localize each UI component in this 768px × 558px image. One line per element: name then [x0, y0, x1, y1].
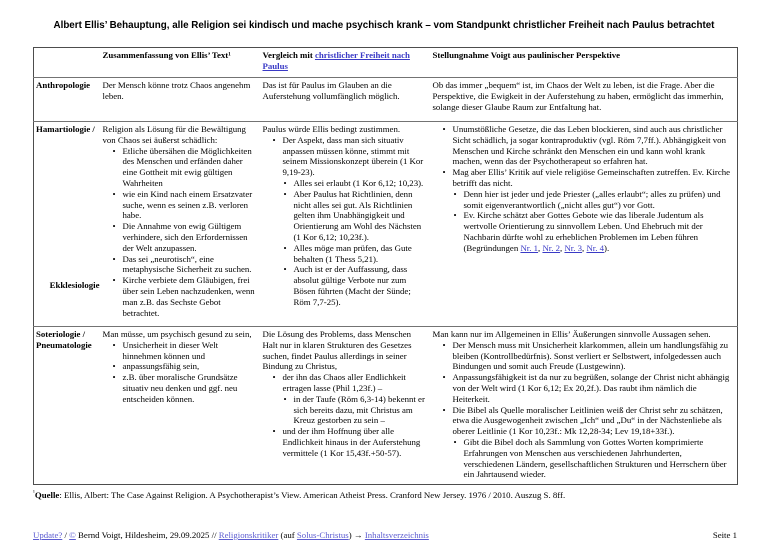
row-label-secondary: Ekklesiologie: [49, 280, 100, 290]
bullet-text: Unumstößliche Gesetze, die das Leben blockieren, sind auch aus christlicher Sicht schädlich, ja sogar kontraproduktiv (vgl. Röm 7,7ff.). Abhängigkeit von Menschen und Kirche schränkt den Menschen ein und kann wohl krank machen, wenn das der Psychotherapeut so erfahren hat.: [452, 124, 726, 167]
bullet-text: Anpassungsfähigkeit ist da nur zu begrüßen, solange der Christ nicht abhängig von der Welt wird (1 Kor 6,12; Ex 20,2f.). Das raubt ihm nämlich die Heiterkeit.: [452, 372, 730, 404]
footnote-text: : Ellis, Albert: The Case Against Religion. A Psychotherapist’s View. American Atheist Press. Cranford New Jersey. 1976 / 2010. Auszug S. 8ff.: [59, 490, 566, 500]
bullet-text: Unsicherheit in dieser Welt hinnehmen können und: [122, 339, 219, 361]
comparison-table-container: [33, 47, 737, 501]
cell-ellis: [101, 327, 261, 485]
inline-link[interactable]: Nr. 4: [586, 242, 605, 253]
bullet-text: wie ein Kind nach einem Ersatzvater suche, wenn es seinen z.B. verloren habe.: [122, 188, 253, 221]
bullet-item: [273, 372, 427, 394]
bullet-item: [443, 124, 734, 167]
table-row: [34, 327, 738, 485]
bullet-item: [284, 264, 427, 307]
cell-intro: Religion als Lösung für die Bewältigung von Chaos sei äußerst schädlich:: [102, 124, 246, 145]
bullet-item: [454, 189, 734, 211]
bullet-icon: •: [442, 372, 446, 383]
footnote: [33, 487, 737, 501]
inline-link[interactable]: Nr. 1: [520, 242, 539, 253]
bullet-item: [443, 167, 734, 189]
bullet-icon: •: [112, 275, 116, 286]
bullet-icon: •: [283, 393, 287, 404]
cell-intro: Die Lösung des Problems, dass Menschen Halt nur in klaren Strukturen des Gesetzes suchen, findet Paulus allerdings in seiner Bindung zu Christus,: [262, 329, 412, 372]
bullet-text: Auch ist er der Auffassung, dass absolut gültige Verbote nur zum Bösen führten (Macht der Sünde; Röm 7,7-25).: [293, 264, 411, 307]
bullet-item: [113, 146, 257, 189]
bullet-item: [113, 340, 257, 362]
row-label-cell: [34, 78, 101, 122]
bullet-icon: •: [112, 253, 116, 264]
bullet-text: und der ihm Hoffnung über alle Endlichkeit hinaus in der Auferstehung vermittele (1 Kor 15,43f.+50-57).: [282, 426, 421, 458]
comparison-table: [33, 47, 738, 485]
bullet-icon: •: [112, 188, 116, 199]
cell-intro: Der Mensch könne trotz Chaos angenehm leben.: [102, 80, 251, 101]
table-row: [34, 122, 738, 327]
bullet-text: Alles möge man prüfen, das Gute behalten (1 Thess 5,21).: [293, 242, 412, 264]
cell-intro: Das ist für Paulus im Glauben an die Auferstehung vollumfänglich möglich.: [262, 80, 400, 101]
cell-paulus: [261, 122, 431, 327]
cell-voigt: [431, 327, 738, 485]
bullet-text: Aber Paulus hat Richtlinien, denn nicht alles sei gut. Als Richtlinien gelten ihm Unabhängigkeit und Orientierung am Wohl des Nächsten (1 Kor 6,12; 10,23f.).: [293, 188, 422, 242]
bullet-icon: •: [453, 188, 457, 199]
footnote-marker: ¹: [33, 489, 35, 496]
cell-intro: Ob das immer „bequem“ ist, im Chaos der Welt zu leben, ist die Frage. Aber die Perspektive, die Ewigkeit in der Auferstehung zu haben, ermöglicht das immerhin, solange dieser Glaube Raum zur Entfaltung hat.: [432, 80, 724, 112]
cell-paulus: [261, 327, 431, 485]
row-label: Anthropologie: [36, 80, 91, 90]
bullet-icon: •: [442, 404, 446, 415]
bullet-text: anpassungsfähig sein,: [122, 361, 200, 372]
document-title: Albert Ellis’ Behauptung, alle Religion sei kindisch und mache psychisch krank – vom Standpunkt christlicher Freiheit nach Paulus betrachtet: [53, 20, 715, 31]
bullet-icon: •: [283, 264, 287, 275]
bullet-text: Mag aber Ellis’ Kritik auf viele religiöse Gemeinschaften zutreffen. Ev. Kirche betrifft das nicht.: [452, 167, 731, 188]
bullet-item: [454, 210, 734, 253]
bullet-text: Alles sei erlaubt (1 Kor 6,12; 10,23).: [293, 177, 424, 188]
bullet-icon: •: [112, 145, 116, 156]
footer-links: Update? / © Bernd Voigt, Hildesheim, 29.09.2025 // Religionskritiker (auf Solus-Christus) → Inhaltsverzeichnis: [33, 530, 429, 540]
header-cell-0: [34, 48, 101, 78]
bullet-item: [443, 405, 734, 437]
cell-voigt: [431, 78, 738, 122]
bullet-text: Das sei „neurotisch“, eine metaphysische Sicherheit zu suchen.: [122, 253, 252, 275]
bullet-icon: •: [442, 167, 446, 178]
header-cell-1: Zusammenfassung von Ellis’ Text¹: [102, 50, 231, 60]
bullet-text: Gibt die Bibel doch als Sammlung von Gottes Worten komprimierte Erfahrungen von Menschen aus verschiedenen Jahrhunderten, verschiedenen Ländern, gesellschaftlichen Strukturen und Herrschern über ein Jahrtausend wieder.: [463, 436, 727, 480]
cell-voigt: [431, 122, 738, 327]
bullet-item: [113, 361, 257, 372]
bullet-item: [284, 178, 427, 189]
bullet-item: [284, 189, 427, 243]
bullet-icon: •: [442, 339, 446, 350]
bullet-icon: •: [272, 134, 276, 145]
cell-intro: Man kann nur im Allgemeinen in Ellis’ Äußerungen sinnvolle Aussagen sehen.: [432, 329, 711, 339]
bullet-item: [113, 372, 257, 404]
bullet-text: Ev. Kirche schätzt aber Gottes Gebote wie das liberale Judentum als wertvolle Orientierung zu sinnvollem Leben. Und Ehebruch mit der Nachbarin dürfte wohl zu erheblichen Problemen im Leben führen (Begründungen Nr. 1, Nr. 2, Nr. 3, Nr. 4).: [463, 210, 704, 253]
bullet-icon: •: [112, 372, 116, 383]
row-label: Hamartiologie /: [36, 124, 95, 134]
bullet-text: der ihn das Chaos aller Endlichkeit ertragen lasse (Phil 1,23f.) –: [282, 372, 406, 393]
table-header-row: [34, 48, 738, 78]
bullet-text: Etliche übersähen die Möglichkeiten des Menschen und erfänden daher eine Gottheit mit ewig gültigen Wahrheiten: [122, 145, 252, 188]
footnote-source-label: Quelle: [34, 490, 60, 500]
page-footer: [33, 530, 737, 541]
inline-link[interactable]: christlicher Freiheit nach Paulus: [262, 50, 410, 71]
table-row: [34, 78, 738, 122]
bullet-item: [113, 221, 257, 253]
bullet-icon: •: [112, 361, 116, 372]
cell-ellis: [101, 122, 261, 327]
cell-ellis: [101, 78, 261, 122]
bullet-text: Die Bibel als Quelle moralischer Leitlinien weiß der Christ sehr zu schätzen, etwa die Ausgewogenheit zwischen „Ich“ und „Du“ in der Nächstenliebe als oberer Leitlinie (1 Kor 10,23f.: Mk 12,28-34; Lev 19,18+33f.).: [452, 404, 723, 437]
bullet-item: [273, 426, 427, 458]
bullet-icon: •: [283, 188, 287, 199]
inline-link[interactable]: Nr. 2: [542, 242, 561, 253]
table-header: [34, 48, 738, 78]
cell-intro: Man müsse, um psychisch gesund zu sein,: [102, 329, 252, 339]
bullet-text: Kirche verbiete dem Gläubigen, frei über sein Leben nachzudenken, wenn man z.B. das Sechste Gebot betrachtet.: [122, 275, 255, 318]
bullet-item: [113, 254, 257, 276]
bullet-item: [443, 372, 734, 404]
footer-link[interactable]: Update?: [33, 530, 63, 540]
row-label: Soteriologie / Pneumatologie: [36, 329, 92, 350]
bullet-icon: •: [112, 339, 116, 350]
bullet-item: [113, 275, 257, 318]
bullet-text: Der Mensch muss mit Unsicherheit klarkommen, allein um handlungsfähig zu bleiben (Kontrollbedürfnis). Sonst verliert er Selbstwert, infolgedessen auch Bindungen und somit auch Freude (Lustgewinn).: [452, 339, 729, 372]
bullet-icon: •: [112, 221, 116, 232]
cell-paulus: [261, 78, 431, 122]
footer-link[interactable]: Solus-Christus: [296, 530, 349, 540]
bullet-text: Denn hier ist jeder und jede Priester („alles erlaubt“; alles zu prüfen) und somit eigenverantwortlich („nicht alles gut“) vor Gott.: [463, 188, 721, 210]
inline-link[interactable]: Nr. 3: [564, 242, 583, 253]
footer-link[interactable]: Religionskritiker: [218, 530, 279, 540]
bullet-item: [443, 340, 734, 372]
header-cell-3: Stellungnahme Voigt aus paulinischer Perspektive: [432, 50, 621, 60]
cell-intro: Paulus würde Ellis bedingt zustimmen.: [262, 124, 401, 134]
bullet-icon: •: [283, 177, 287, 188]
header-cell-2: Vergleich mit christlicher Freiheit nach Paulus: [262, 50, 410, 71]
bullet-text: z.B. über moralische Grundsätze situativ neu denken und ggf. neu entscheiden können.: [122, 372, 238, 404]
bullet-item: [273, 135, 427, 178]
bullet-icon: •: [272, 426, 276, 437]
bullet-icon: •: [453, 210, 457, 221]
bullet-icon: •: [442, 124, 446, 134]
bullet-icon: •: [272, 372, 276, 383]
bullet-item: [284, 394, 427, 426]
bullet-text: Die Annahme von ewig Gültigem verhindere, sich den Erfordernissen der Welt anzupassen.: [122, 221, 248, 253]
footer-link[interactable]: Inhaltsverzeichnis: [364, 530, 429, 540]
bullet-item: [284, 243, 427, 265]
row-label-cell: [34, 327, 101, 485]
page-number: Seite 1: [712, 530, 737, 540]
bullet-item: [113, 189, 257, 221]
bullet-icon: •: [453, 436, 457, 447]
bullet-item: [454, 437, 734, 480]
bullet-text: Der Aspekt, dass man sich situativ anpassen müssen könne, stimmt mit seinem Missionskonzept überein (1 Kor 9,19-23).: [282, 134, 424, 178]
bullet-text: in der Taufe (Röm 6,3-14) bekennt er sich bereits dazu, mit Christus am Kreuz gestorben zu sein –: [293, 393, 425, 426]
footer-link[interactable]: ©: [69, 530, 76, 540]
row-label-cell: [34, 122, 101, 327]
bullet-icon: •: [283, 242, 287, 253]
